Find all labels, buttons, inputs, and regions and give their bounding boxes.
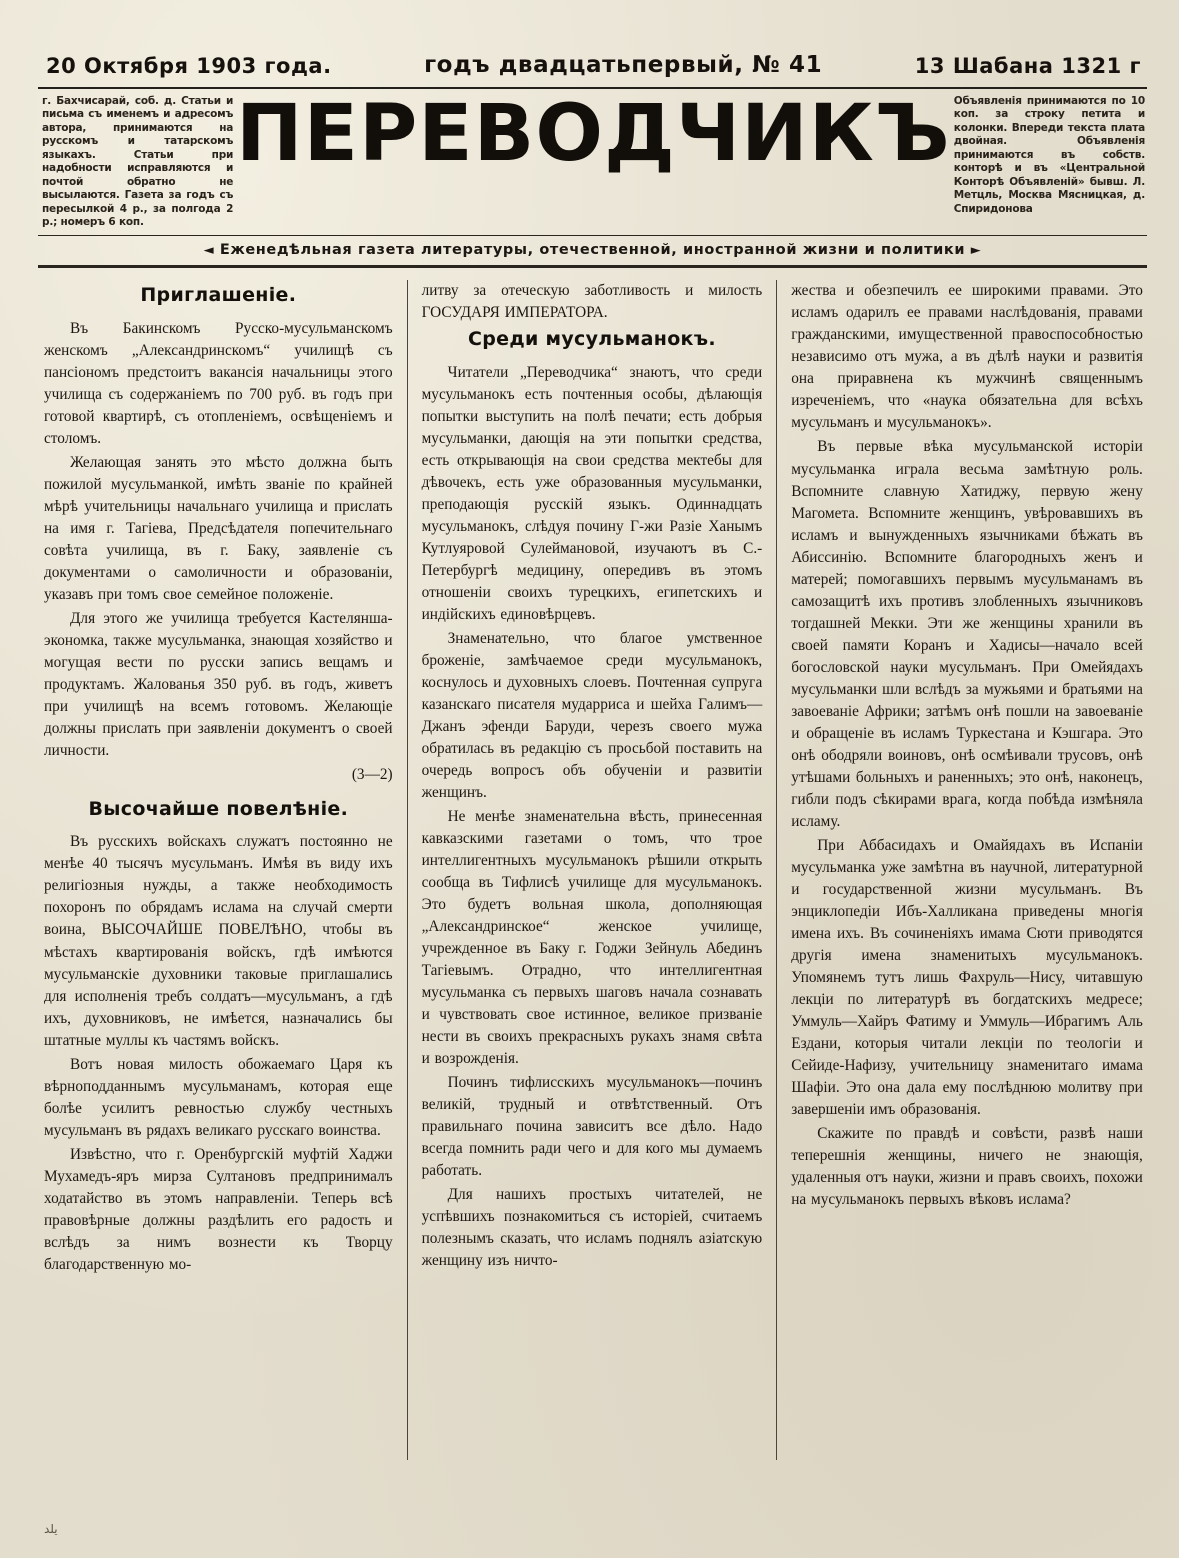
paragraph-continued: жества и обезпечилъ ее широкими правами. Это исламъ одарилъ ее правами наслѣдованія, правами гражданскими, имущественной правоспособностью независимо отъ мужа, а въ дѣлѣ науки и развитія она приравнена къ мужчинѣ священнымъ изреченіемъ, что «наука обязательна для всѣхъ мусульманъ и мусульманокъ». <box>791 282 1143 432</box>
paper-subtitle-bar <box>38 235 1147 268</box>
paragraph: Починъ тифлисскихъ мусульманокъ—починъ великій, трудный и отвѣтственный. Отъ правильнаго почина зависитъ все дѣло. Надо всегда помнить ради чего и для кого мы думаемъ работать. <box>421 1074 763 1180</box>
column-three <box>777 280 1147 1460</box>
headline-invitation: Приглашеніе. <box>140 284 297 307</box>
issue-year-and-number: годъ двадцатьпервый, № 41 <box>424 52 823 78</box>
paragraph: Въ Бакинскомъ Русско-мусульманскомъ женскомъ „Александринскомъ“ училищѣ съ пансіономъ предстоитъ ваканciя начальницы этого училища съ содержаніемъ по 700 руб. въ годъ при готовой квартирѣ, съ отопленіемъ, освѣщеніемъ и столомъ. <box>44 319 393 447</box>
masthead <box>34 89 1151 229</box>
arrow-right-icon: ► <box>970 243 982 259</box>
headline-imperial-decree: Высочайше повелѣніе. <box>88 798 349 821</box>
paragraph: При Аббасидахъ и Омайядахъ въ Испаніи мусульманка уже замѣтна въ научной, литературной и государственной жизни мусульманъ. Въ энциклопедіи Ибъ-Халликана приведены многія имена ихъ. Въ сочиненіяхъ имама Сюти приводятся другія имена знаменитыхъ мусульманокъ. Упомянемъ тутъ лишь Фахруль—Нису, читавшую лекціи по литературѣ въ богдатскихъ медресе; Уммуль—Хайръ Фатиму и Уммуль—Ибрагимъ Аль Ездани, которыя читали лекціи по теологіи и Сейиде-Нафизу, учительницу знаменитаго имама Шафіи. Это она дала ему послѣднюю молитву при завершеніи имъ образованія. <box>791 836 1143 1118</box>
paragraph: Скажите по правдѣ и совѣсти, развѣ наши теперешнія женщины, ничего не знающія, удаленныя отъ науки, жизни и правъ своихъ, похожи на мусульманокъ первыхъ вѣковъ ислама? <box>791 1124 1143 1209</box>
paragraph: Для этого же училища требуется Кастелянша-экономка, также мусульманка, знающая хозяйство и могущая вести по русски запись вещамъ и продуктамъ. Жалованья 350 руб. въ годъ, живетъ при училищѣ на всемъ готовомъ. Желающіе должны прислать при заявленіи документъ о своей личности. <box>44 609 393 760</box>
column-two <box>408 280 778 1460</box>
paragraph: Для нашихъ простыхъ читателей, не успѣвшихъ познакомиться съ исторіей, считаемъ полезнымъ сказать, что исламъ поднялъ азіатскую женщину изъ ничто- <box>421 1186 763 1270</box>
issue-date-hijri: 13 Шабана 1321 г <box>914 54 1141 78</box>
notice-reference-number: (3—2) <box>351 766 393 784</box>
paper-title: ПЕРЕВОДЧИКЪ <box>236 89 951 179</box>
paragraph: Читатели „Переводчика“ знаютъ, что среди мусульманокъ есть почтенныя особы, дѣлающія попытки выступить на полѣ печати; есть добрыя мусульманки, дающія на эти попытки средства, есть открывающія на свои средства мектебы для дѣвочекъ, есть уже образованныя мусульманки, преподающія русскій языкъ. Одиннадцать мусульманокъ, слѣдуя почину Г-жи Разіе Ханымъ Кутлуяровой Сулеймановой, изучаютъ въ С.-Петербургѣ медицину, опередивъ въ этомъ отношеніи своихъ турецкихъ, египетскихъ и индійскихъ единовѣрцевъ. <box>421 363 763 623</box>
issue-date-gregorian: 20 Октября 1903 года. <box>46 54 332 78</box>
paragraph: Въ первые вѣка мусульманской исторіи мусульманка играла весьма замѣтную роль. Вспомните славную Хатиджу, первую жену Магомета. Вспомните женщинъ, увѣровавшихъ въ исламъ и вынужденныхъ язычниками бѣжать въ Абиссинію. Вспомните благородныхъ женъ и матерей; помогавшихъ первымъ мусульманамъ въ самозащитѣ ихъ противъ злобленныхъ язычниковъ тогдашней Мекки. Эти же женщины хранили въ своей памяти Коранъ и Хадисы—начало всей богословской науки мусульманъ. При Омейядахъ мусульманки шли вслѣдъ за мужьями и братьями на завоеваніе Африки; затѣмъ онѣ пошли на завоеваніе и обращеніе въ исламъ Туркестана и Кэшгара. Это онѣ ободряли воиновъ, онѣ осмѣивали трусовъ, онѣ утѣшами больныхъ и раненныхъ; это онѣ, наконецъ, гибли подъ сѣкирами врага, когда побѣда измѣняла исламу. <box>791 438 1143 830</box>
paragraph: Въ русскихъ войскахъ служатъ постоянно не менѣе 40 тысячъ мусульманъ. Имѣя въ виду ихъ религіозныя нужды, а также необходимость похоронъ по обрядамъ ислама на случай смерти воина, ВЫСОЧАЙШЕ ПОВЕЛѢНО, чтобы въ мѣстахъ квартированія войскъ, гдѣ имѣются мусульманскіе духовники таковые приглашались для исполненія требъ солдатъ—мусульманъ, а гдѣ ихъ, духовниковъ, не имѣется, назначались бы штатные муллы къ частямъ войскъ. <box>44 833 393 1049</box>
headline-among-muslim-women: Среди мусульманокъ. <box>468 328 716 351</box>
paragraph: Знаменательно, что благое умственное броженіе, замѣчаемое среди мусульманокъ, коснулось и духовныхъ слоевъ. Почтенная супруга казанскаго писателя мударриса и шейха Галимъ—Джанъ эфенди Баруди, черезъ своего мужа обратилась въ редакцію съ просьбой поставить на очередь вопросъ объ обученіи и развитіи женщинъ. <box>421 629 763 802</box>
title-area <box>236 89 951 179</box>
paragraph: Извѣстно, что г. Оренбургскій муфтій Хаджи Мухамедъ-яръ мирза Султановъ предпринималъ ходатайство въ этомъ направленіи. Теперь всѣ правовѣрные должны раздѣлить его радость и вслѣдъ за нимъ вознести къ Творцу благодарственную мо- <box>44 1145 393 1273</box>
paragraph: Не менѣе знаменательна вѣсть, принесенная кавказскими газетами о томъ, что трое интеллигентныхъ мусульманокъ рѣшили открыть сообща въ Тифлисѣ училище для мусульманокъ. Это будетъ вольная школа, дополняющая „Александринское“ женское училище, учрежденное въ Баку г. Годжи Зейнуль Абединъ Тагіевымъ. Отрадно, что интеллигентная мусульманка съ первыхъ шаговъ начала сознавать и чувствовать свое истинное, великое призваніе нести въ своихъ прекрасныхъ рукахъ знамя свѣта и возрожденія. <box>421 808 763 1068</box>
paragraph: Вотъ новая милость обожаемаго Царя къ вѣрноподданнымъ мусульманамъ, которая еще болѣе усилитъ ревностью службу честныхъ мусульманъ въ рядахъ великаго русскаго воинства. <box>44 1055 393 1139</box>
advertising-info-block: Объявленія принимаются по 10 коп. за строку петита и колонки. Впереди текста плата двойная. Объявленія принимаются въ собств. конторѣ и въ «Центральной Конторѣ Объявленій» бывш. Л. Метцль, Москва Мясницкая, д. Спиридонова <box>953 95 1145 215</box>
paragraph-continued: литву за отеческую заботливость и милость ГОСУДАРЯ ИМПЕРАТОРА. <box>421 282 763 322</box>
masthead-top-line <box>34 0 1151 82</box>
arrow-left-icon: ◄ <box>203 243 215 259</box>
handwritten-margin-note: يلد <box>44 1522 58 1536</box>
column-one <box>38 280 408 1460</box>
paragraph: Желающая занять это мѣсто должна быть пожилой мусульманкой, имѣть званіе по крайней мѣрѣ учительницы начальнаго училища и прислать на имя г. Тагіева, Предсѣдателя попечительнаго совѣта училища, въ г. Баку, заявленіе съ документами о самоличности и образованіи, указавъ при томъ свое семейное положеніе. <box>44 453 393 603</box>
editorial-info-block: г. Бахчисарай, соб. д. Статьи и письма съ именемъ и адресомъ автора, принимаются на русскомъ и татарскомъ языкахъ. Статьи при надобности исправляются и почтой обратно не высылаются. Газета за годъ съ пересылкой 4 р., за полгода 2 р.; номеръ 6 коп. <box>42 95 234 228</box>
paper-subtitle: Еженедѣльная газета литературы, отечественной, иностранной жизни и политики <box>219 242 966 259</box>
article-columns <box>34 280 1151 1460</box>
